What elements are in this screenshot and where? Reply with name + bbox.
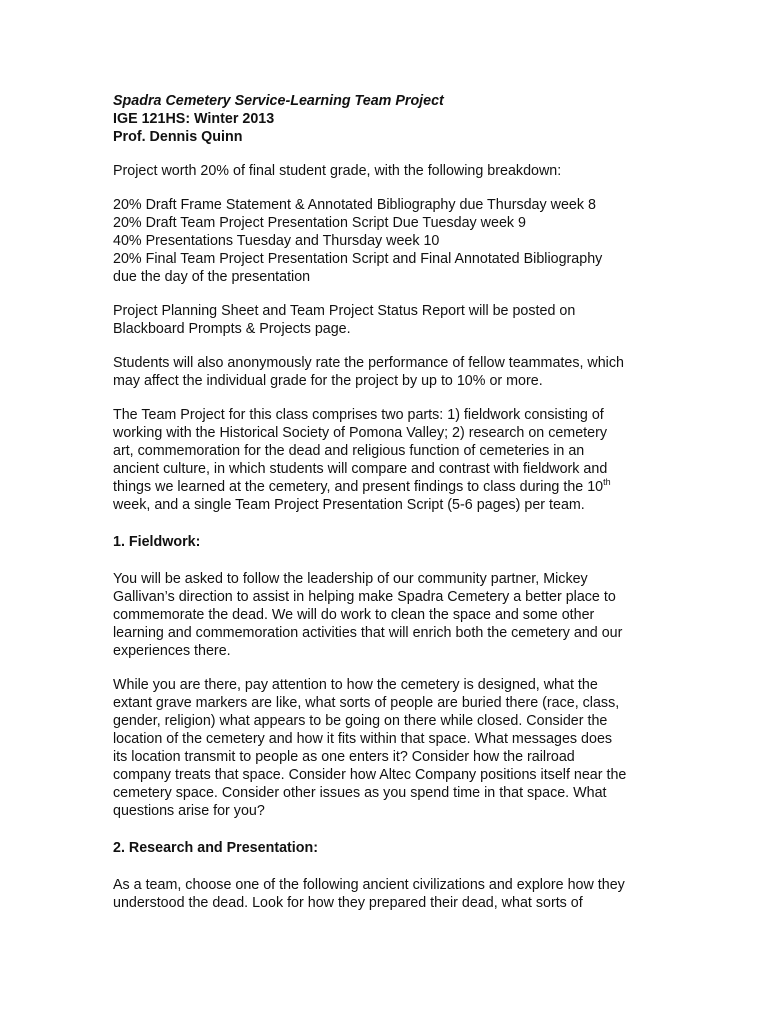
text-line: location of the cemetery and how it fits within that space. What messages does bbox=[113, 731, 613, 747]
project-title: Spadra Cemetery Service-Learning Team Project bbox=[113, 93, 444, 109]
text-line: ancient culture, in which students will compare and contrast with fieldwork and bbox=[113, 461, 608, 477]
text-line: its location transmit to people as one enters it? Consider how the railroad bbox=[113, 749, 575, 765]
text-line: Gallivan’s direction to assist in helping make Spadra Cemetery a better place to bbox=[113, 589, 616, 605]
text-line bbox=[113, 478, 653, 496]
text-line: While you are there, pay attention to how the cemetery is designed, what the bbox=[113, 677, 598, 693]
breakdown-item: 40% Presentations Tuesday and Thursday week 10 bbox=[113, 233, 440, 249]
text-line: working with the Historical Society of Pomona Valley; 2) research on cemetery bbox=[113, 425, 607, 441]
text-line: company treats that space. Consider how Altec Company positions itself near the bbox=[113, 767, 627, 783]
section-heading-research: 2. Research and Presentation: bbox=[113, 840, 318, 856]
breakdown-item: 20% Draft Frame Statement & Annotated Bibliography due Thursday week 8 bbox=[113, 197, 596, 213]
text-line: week, and a single Team Project Presentation Script (5-6 pages) per team. bbox=[113, 497, 585, 513]
text-line: You will be asked to follow the leadership of our community partner, Mickey bbox=[113, 571, 588, 587]
section-heading-fieldwork: 1. Fieldwork: bbox=[113, 534, 201, 550]
grade-breakdown bbox=[113, 196, 653, 286]
text-fragment: things we learned at the cemetery, and present findings to class during the 10 bbox=[113, 479, 604, 495]
breakdown-item: due the day of the presentation bbox=[113, 269, 311, 285]
breakdown-item: 20% Draft Team Project Presentation Script Due Tuesday week 9 bbox=[113, 215, 526, 231]
intro-text: Project worth 20% of final student grade, with the following breakdown: bbox=[113, 163, 562, 179]
text-line: may affect the individual grade for the project by up to 10% or more. bbox=[113, 373, 543, 389]
fieldwork-paragraph-1 bbox=[113, 570, 653, 660]
document-body bbox=[113, 92, 653, 912]
rating-note bbox=[113, 354, 653, 390]
text-line: Project Planning Sheet and Team Project Status Report will be posted on bbox=[113, 303, 576, 319]
text-line: gender, religion) what appears to be going on there while closed. Consider the bbox=[113, 713, 608, 729]
planning-note bbox=[113, 302, 653, 338]
text-line: Students will also anonymously rate the performance of fellow teammates, which bbox=[113, 355, 624, 371]
text-line: As a team, choose one of the following ancient civilizations and explore how they bbox=[113, 877, 625, 893]
text-line: understood the dead. Look for how they prepared their dead, what sorts of bbox=[113, 895, 583, 911]
text-line: Blackboard Prompts & Projects page. bbox=[113, 321, 351, 337]
fieldwork-paragraph-2 bbox=[113, 676, 653, 820]
course-code: IGE 121HS: Winter 2013 bbox=[113, 111, 275, 127]
text-line: art, commemoration for the dead and religious function of cemeteries in an bbox=[113, 443, 585, 459]
text-line: The Team Project for this class comprises two parts: 1) fieldwork consisting of bbox=[113, 407, 604, 423]
research-paragraph-1 bbox=[113, 876, 653, 912]
text-line: commemorate the dead. We will do work to clean the space and some other bbox=[113, 607, 595, 623]
text-line: questions arise for you? bbox=[113, 803, 265, 819]
text-line: extant grave markers are like, what sorts of people are buried there (race, class, bbox=[113, 695, 620, 711]
overview-paragraph bbox=[113, 406, 653, 514]
superscript: th bbox=[603, 477, 611, 487]
breakdown-item: 20% Final Team Project Presentation Script and Final Annotated Bibliography bbox=[113, 251, 603, 267]
text-line: cemetery space. Consider other issues as you spend time in that space. What bbox=[113, 785, 607, 801]
text-line: experiences there. bbox=[113, 643, 231, 659]
text-line: learning and commemoration activities that will enrich both the cemetery and our bbox=[113, 625, 623, 641]
professor-name: Prof. Dennis Quinn bbox=[113, 129, 243, 145]
